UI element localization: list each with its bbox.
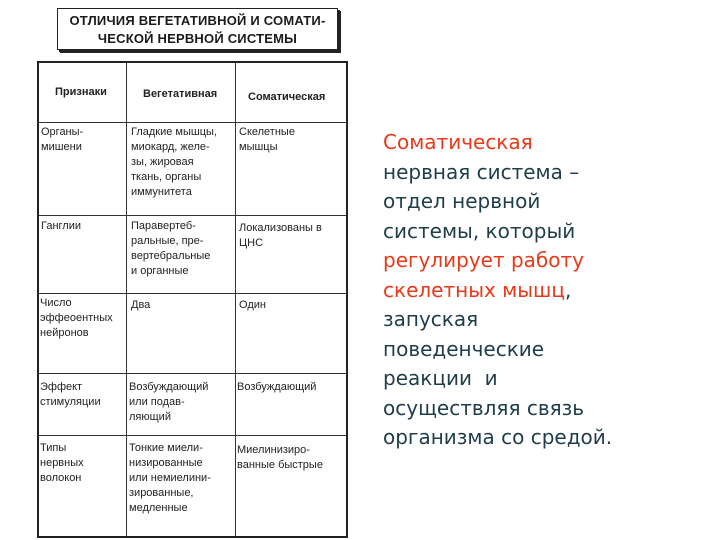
row-2-somatic: Локализованы в ЦНС	[239, 222, 322, 249]
header-somatic: Соматическая	[248, 91, 326, 103]
header-vegetative: Вегетативная	[143, 88, 218, 100]
definition-line-4: системы, который	[383, 218, 576, 243]
table-divider-col1	[126, 63, 127, 536]
row-5-somatic: Миелинизиро- ванные быстрые	[237, 444, 323, 471]
row-4-feature: Эффект стимуляции	[40, 381, 101, 408]
row-2-vegetative: Паравертеб- ральные, пре- вертебральные и органные	[131, 220, 211, 277]
definition-line-6-text: скелетных мышц	[383, 277, 565, 302]
scanned-title-box	[57, 8, 338, 50]
definition-line-11: организма со средой.	[383, 425, 613, 449]
table-divider-row3	[39, 373, 346, 374]
definition-line-2: нервная система –	[383, 159, 580, 184]
row-3-somatic: Один	[239, 299, 266, 311]
table-divider-col2	[235, 63, 236, 536]
definition-line-6	[383, 276, 713, 306]
row-1-vegetative: Гладкие мышцы, миокард, желе- зы, жировая ткань, органы иммунитета	[131, 126, 217, 198]
row-4-vegetative: Возбуждающий или подав- ляющий	[129, 381, 209, 423]
row-1-feature: Органы- мишени	[41, 126, 84, 153]
definition-line-9: реакции и	[383, 366, 498, 390]
definition-line-10: осуществляя связь	[383, 395, 585, 420]
row-3-feature: Число эффеоентных нейронов	[40, 297, 113, 339]
row-1-somatic: Скелетные мышцы	[239, 126, 295, 153]
row-5-vegetative: Тонкие миели- низированные или немиелини- зированные, медленные	[129, 442, 211, 514]
table-divider-row2	[39, 293, 346, 294]
row-2-feature: Ганглии	[41, 220, 82, 232]
definition-line-3: отдел нервной	[383, 189, 541, 213]
definition-line-8: поведенческие	[383, 336, 545, 361]
title-line-2: ЧЕСКОЙ НЕРВНОЙ СИСТЕМЫ	[97, 31, 298, 46]
definition-line-6-comma: ,	[564, 277, 572, 302]
table-divider-row4	[39, 435, 346, 436]
definition-line-7: запуская	[383, 307, 479, 331]
comparison-table	[37, 61, 348, 538]
row-3-vegetative: Два	[131, 299, 151, 311]
row-4-somatic: Возбуждающий	[237, 381, 317, 393]
table-divider-row1	[39, 215, 346, 216]
header-features: Признаки	[55, 86, 107, 98]
row-5-feature: Типы нервных волокон	[40, 442, 84, 484]
definition-line-5: регулирует работу	[383, 248, 584, 272]
definition-text	[383, 128, 713, 453]
title-line-1: ОТЛИЧИЯ ВЕГЕТАТИВНОЙ И СОМАТИ-	[69, 13, 326, 28]
table-divider-header	[39, 122, 346, 123]
definition-line-1: Соматическая	[383, 130, 533, 154]
